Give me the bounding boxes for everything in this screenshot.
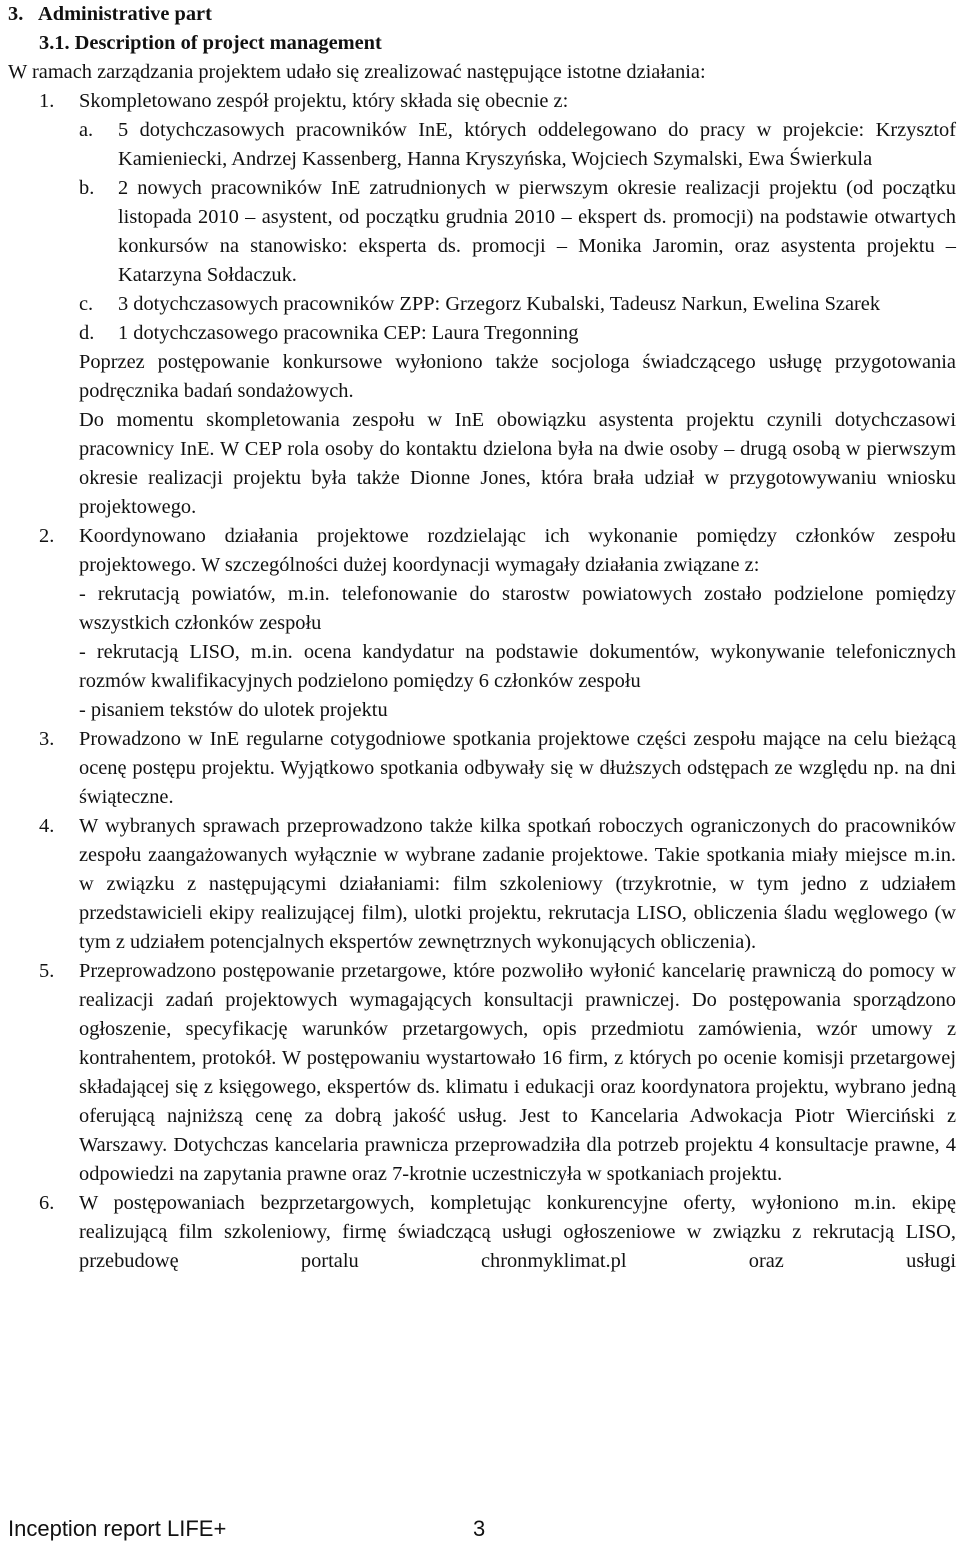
dash-item-1: - rekrutacją powiatów, m.in. telefonowanie do starostw powiatowych zostało podzielone pomiędzy wszystkich członków zespołu xyxy=(79,583,956,634)
list-item-number: 2. xyxy=(39,525,55,547)
intro-paragraph: W ramach zarządzania projektem udało się zrealizować następujące istotne działania: xyxy=(8,61,706,83)
sublist-item-letter: c. xyxy=(79,293,94,315)
list-item-5 xyxy=(8,957,956,1189)
sublist-item-c xyxy=(8,290,956,319)
list-item-6 xyxy=(8,1189,956,1276)
page-number: 3 xyxy=(473,1516,486,1541)
dash-item-3: - pisaniem tekstów do ulotek projektu xyxy=(79,699,388,721)
list-item-text: W postępowaniach bezprzetargowych, kompletując konkurencyjne oferty, wyłoniono m.in. ekipę realizującą film szkoleniowy, firmę świadczącą usługi ogłoszeniowe w związku z rekrutacją LISO, przebudowę portalu chronmyklimat.pl oraz usługi xyxy=(79,1192,956,1272)
sublist-item-a xyxy=(8,116,956,174)
sublist-item-letter: a. xyxy=(79,119,94,141)
list-item-2 xyxy=(8,522,956,580)
list-item-number: 4. xyxy=(39,815,55,837)
list-item-text: Skompletowano zespół projektu, który składa się obecnie z: xyxy=(79,90,569,112)
subsection-heading: 3.1. Description of project management xyxy=(39,32,382,54)
list-item-number: 5. xyxy=(39,960,55,982)
sublist-item-letter: d. xyxy=(79,322,95,344)
sublist-item-d xyxy=(8,319,956,348)
section-number: 3. xyxy=(8,3,24,25)
list-item-text: Prowadzono w InE regularne cotygodniowe spotkania projektowe części zespołu mające na celu bieżącą ocenę postępu projektu. Wyjątkowo spotkania odbywały się w dłuższych odstępach ze względu np. na dni świąteczne. xyxy=(79,728,956,808)
item-1-paragraph-2: Do momentu skompletowania zespołu w InE obowiązku asystenta projektu czynili dotychczasowi pracownicy InE. W CEP rola osoby do kontaktu dzielona była na dwie osoby – drugą osobą w pierwszym okresie realizacji projektu była także Dionne Jones, która brała udział w przygotowywaniu wniosku projektowego. xyxy=(79,409,956,518)
list-item-text: Koordynowano działania projektowe rozdzielając ich wykonanie pomiędzy członków zespołu projektowego. W szczególności dużej koordynacji wymagały działania związane z: xyxy=(79,525,956,576)
page-footer xyxy=(8,1516,508,1542)
sublist-item-text: 3 dotychczasowych pracowników ZPP: Grzegorz Kubalski, Tadeusz Narkun, Ewelina Szarek xyxy=(118,293,881,315)
list-item-3 xyxy=(8,725,956,812)
sublist-item-text: 2 nowych pracowników InE zatrudnionych w pierwszym okresie realizacji projektu (od początku listopada 2010 – asystent, od początku grudnia 2010 – ekspert ds. promocji) na podstawie otwartych konkursów na stanowisko: eksperta ds. promocji – Monika Jaromin, oraz asystenta projektu – Katarzyna Sołdaczuk. xyxy=(118,177,956,286)
sublist-item-b xyxy=(8,174,956,290)
list-item-1 xyxy=(8,87,956,116)
sublist-item-text: 1 dotychczasowego pracownika CEP: Laura Tregonning xyxy=(118,322,579,344)
list-item-number: 6. xyxy=(39,1192,55,1214)
section-heading xyxy=(8,0,956,29)
list-item-number: 1. xyxy=(39,90,55,112)
sublist-item-letter: b. xyxy=(79,177,95,199)
footer-title: Inception report LIFE+ xyxy=(8,1516,227,1541)
list-item-text: Przeprowadzono postępowanie przetargowe, które pozwoliło wyłonić kancelarię prawniczą do pomocy w realizacji zadań projektowych wymagających konsultacji prawniczej. Do postępowania sporządzono ogłoszenie, specyfikację warunków przetargowych, opis przedmiotu zamówienia, wzór umowy z kontrahentem, protokół. W postępowaniu wystartowało 16 firm, z których po ocenie komisji przetargowej składającej się z księgowego, ekspertów ds. klimatu i edukacji oraz koordynatora projektu, wybrano jedną oferującą najniższą cenę za dobrą jakość usług. Jest to Kancelaria Adwokacja Piotr Wierciński z Warszawy. Dotychczas kancelaria prawnicza przeprowadziła dla potrzeb projektu 4 konsultacje prawne, 4 odpowiedzi na zapytania prawne oraz 7-krotnie uczestniczyła w spotkaniach projektu. xyxy=(79,960,956,1185)
section-title: Administrative part xyxy=(38,3,212,25)
list-item-4 xyxy=(8,812,956,957)
document-body xyxy=(8,0,956,1276)
sublist-item-text: 5 dotychczasowych pracowników InE, których oddelegowano do pracy w projekcie: Krzysztof Kamieniecki, Andrzej Kassenberg, Hanna Kryszyńska, Wojciech Szymalski, Ewa Świerkula xyxy=(118,119,956,170)
list-item-number: 3. xyxy=(39,728,55,750)
dash-item-2: - rekrutacją LISO, m.in. ocena kandydatur na podstawie dokumentów, wykonywanie telefonicznych rozmów kwalifikacyjnych podzielono pomiędzy 6 członków zespołu xyxy=(79,641,956,692)
list-item-text: W wybranych sprawach przeprowadzono także kilka spotkań roboczych ograniczonych do pracowników zespołu zaangażowanych wyłącznie w wybrane zadanie projektowe. Takie spotkania miały miejsce m.in. w związku z następującymi działaniami: film szkoleniowy (trzykrotnie, w tym jedno z udziałem przedstawicieli ekipy realizującej film), ulotki projektu, rekrutacja LISO, obliczenia śladu węglowego (w tym z udziałem potencjalnych ekspertów zewnętrznych wykonujących obliczenia). xyxy=(79,815,956,953)
item-1-paragraph-1: Poprzez postępowanie konkursowe wyłoniono także socjologa świadczącego usługę przygotowania podręcznika badań sondażowych. xyxy=(79,351,956,402)
